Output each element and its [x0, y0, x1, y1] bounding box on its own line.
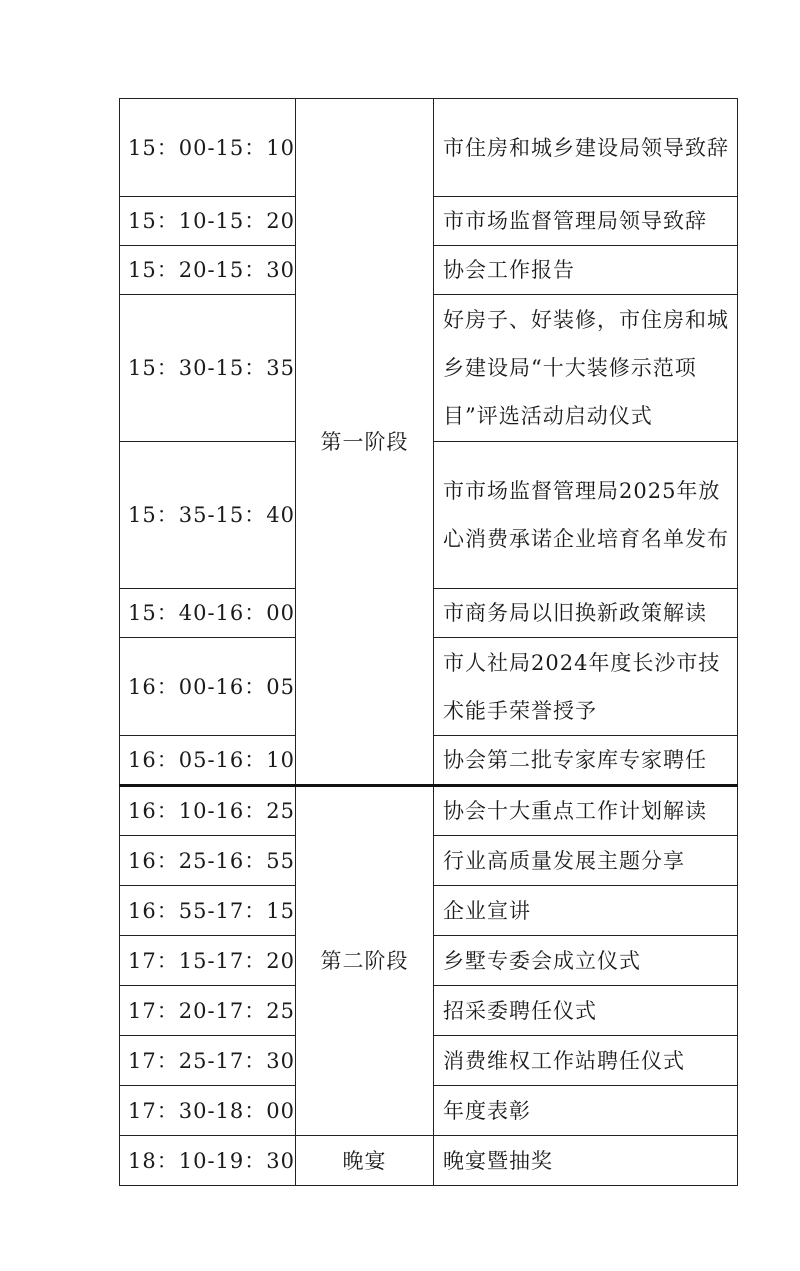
content-cell: 年度表彰	[433, 1086, 737, 1136]
time-cell: 16：55-17：15	[120, 886, 296, 936]
content-cell: 晚宴暨抽奖	[433, 1136, 737, 1186]
time-cell: 16：25-16：55	[120, 836, 296, 886]
time-cell: 15：35-15：40	[120, 442, 296, 589]
content-cell: 市市场监督管理局领导致辞	[433, 197, 737, 246]
time-cell: 17：25-17：30	[120, 1036, 296, 1086]
time-cell: 15：30-15：35	[120, 295, 296, 442]
content-cell: 市人社局2024年度长沙市技术能手荣誉授予	[433, 638, 737, 736]
time-cell: 17：15-17：20	[120, 936, 296, 986]
content-cell: 行业高质量发展主题分享	[433, 836, 737, 886]
time-cell: 16：05-16：10	[120, 736, 296, 786]
content-cell: 协会十大重点工作计划解读	[433, 786, 737, 836]
content-cell: 消费维权工作站聘任仪式	[433, 1036, 737, 1086]
table-row	[120, 99, 738, 197]
time-cell: 15：40-16：00	[120, 589, 296, 638]
schedule-table	[119, 98, 738, 1186]
content-cell: 招采委聘任仪式	[433, 986, 737, 1036]
table-row	[120, 1136, 738, 1186]
time-cell: 17：30-18：00	[120, 1086, 296, 1136]
content-cell: 市商务局以旧换新政策解读	[433, 589, 737, 638]
content-cell: 市市场监督管理局2025年放心消费承诺企业培育名单发布	[433, 442, 737, 589]
time-cell: 15：20-15：30	[120, 246, 296, 295]
content-cell: 协会第二批专家库专家聘任	[433, 736, 737, 786]
time-cell: 17：20-17：25	[120, 986, 296, 1036]
time-cell: 15：10-15：20	[120, 197, 296, 246]
content-cell: 好房子、好装修，市住房和城乡建设局“十大装修示范项目”评选活动启动仪式	[433, 295, 737, 442]
time-cell: 18：10-19：30	[120, 1136, 296, 1186]
time-cell: 16：00-16：05	[120, 638, 296, 736]
content-cell: 乡墅专委会成立仪式	[433, 936, 737, 986]
time-cell: 16：10-16：25	[120, 786, 296, 836]
content-cell: 协会工作报告	[433, 246, 737, 295]
table-row	[120, 786, 738, 836]
phase-cell-stage-2: 第二阶段	[295, 786, 433, 1136]
phase-cell-banquet: 晚宴	[295, 1136, 433, 1186]
content-cell: 企业宣讲	[433, 886, 737, 936]
phase-cell-stage-1: 第一阶段	[295, 99, 433, 786]
time-cell: 15：00-15：10	[120, 99, 296, 197]
content-cell: 市住房和城乡建设局领导致辞	[433, 99, 737, 197]
